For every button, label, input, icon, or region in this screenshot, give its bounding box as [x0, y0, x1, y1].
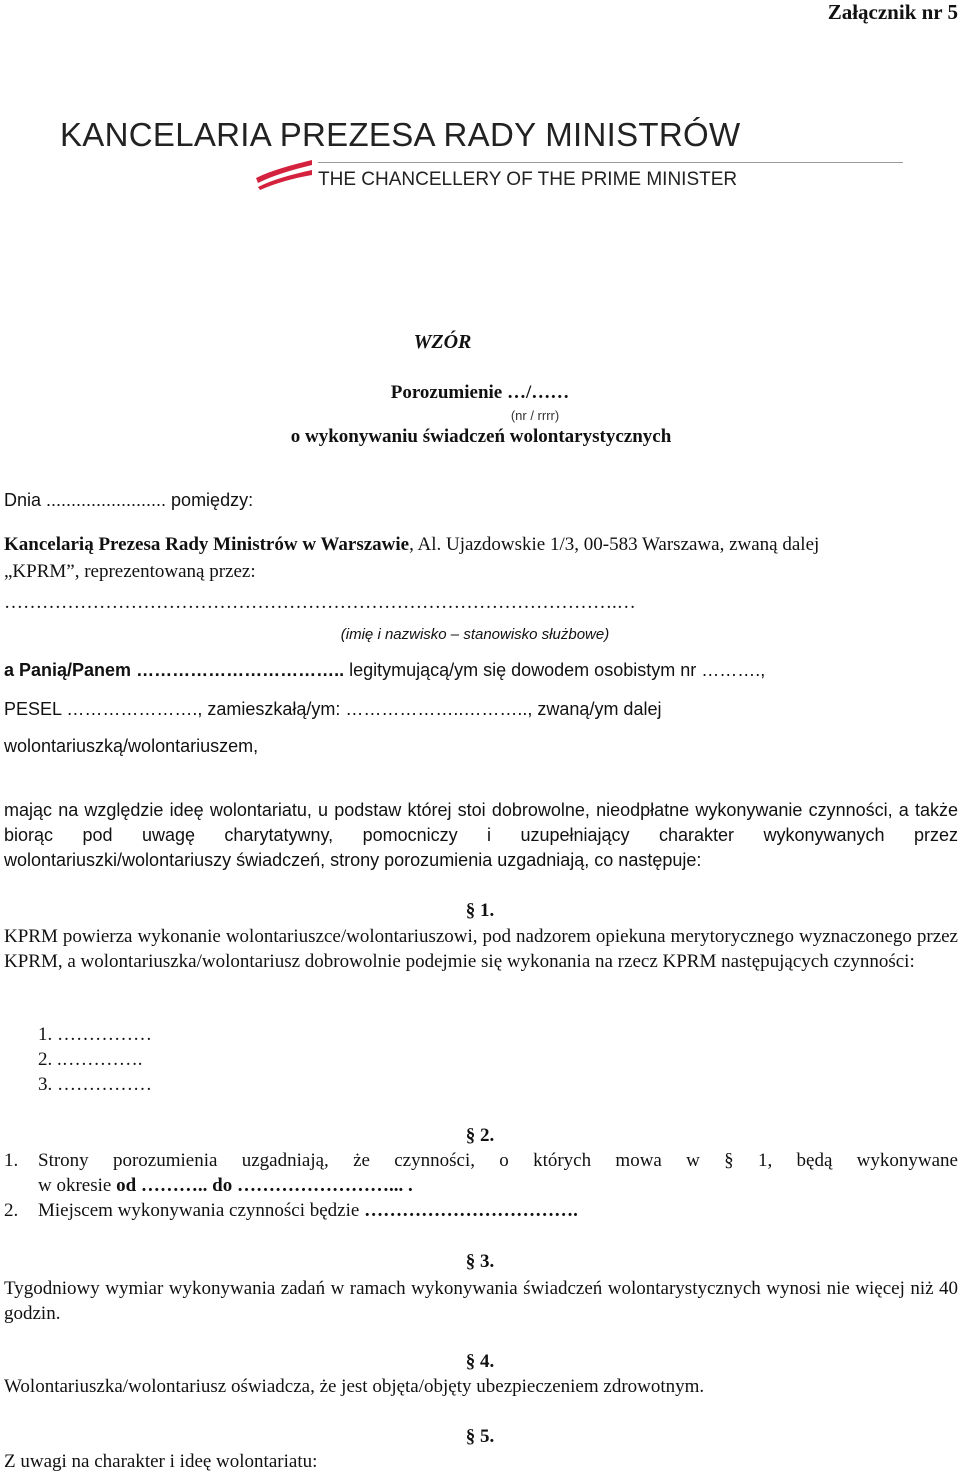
- representative-hint: (imię i nazwisko – stanowisko służbowe): [340, 626, 610, 643]
- section-4-marker: § 4.: [465, 1351, 495, 1372]
- volunteer-role-line: wolontariuszką/wolontariuszem,: [4, 736, 259, 756]
- representative-dots: …………………………………………………………………………………….…: [4, 592, 636, 613]
- attachment-label: Załącznik nr 5: [827, 0, 958, 24]
- template-label: WZÓR: [413, 331, 472, 353]
- logo-title: KANCELARIA PREZESA RADY MINISTRÓW: [60, 116, 741, 153]
- section-1-item: 1. ……………: [38, 1024, 152, 1045]
- place-dots: …………………………….: [364, 1200, 578, 1221]
- date-line: Dnia ........................ pomiędzy:: [4, 490, 254, 510]
- section-1-item: 2. .………….: [38, 1049, 143, 1070]
- section-2-item-2: [38, 1200, 578, 1222]
- document-title: Porozumienie …/……: [390, 382, 570, 403]
- period-range: od ……….. do ……………………... .: [116, 1175, 413, 1196]
- pesel-line: PESEL …………………., zamieszkałą/ym: ………………..……….., zwaną/ym dalej: [4, 699, 662, 719]
- section-1-text: KPRM powierza wykonanie wolontariuszce/wolontariuszowi, pod nadzorem opiekuna merytorycznego wyznaczonego przez KPRM, a wolontariuszka/wolontariusz dobrowolnie podejmie się wykonania na rzecz KPRM następujących czynności:: [4, 926, 958, 972]
- party-address: , Al. Ujazdowskie 1/3, 00-583 Warszawa, zwaną dalej: [409, 534, 820, 555]
- section-2-item-1-line2: [38, 1175, 413, 1197]
- section-1-item: 3. ……………: [38, 1074, 152, 1095]
- representative-line: „KPRM”, reprezentowaną przez:: [4, 561, 256, 582]
- section-3-marker: § 3.: [465, 1251, 495, 1272]
- document-subtitle: o wykonywaniu świadczeń wolontarystycznych: [290, 426, 672, 447]
- section-3-text: Tygodniowy wymiar wykonywania zadań w ramach wykonywania świadczeń wolontarystycznych wynosi nie więcej niż 40 godzin.: [4, 1278, 958, 1324]
- place-label: Miejscem wykonywania czynności będzie: [38, 1200, 365, 1221]
- section-4-text: Wolontariuszka/wolontariusz oświadcza, że jest objęta/objęty ubezpieczeniem zdrowotnym.: [4, 1376, 705, 1397]
- volunteer-name: a Panią/Panem ……………………………..: [4, 660, 345, 680]
- party-line: [4, 534, 819, 556]
- section-1-marker: § 1.: [465, 900, 495, 921]
- logo-subtitle: THE CHANCELLERY OF THE PRIME MINISTER: [318, 169, 738, 190]
- volunteer-line: [4, 660, 765, 681]
- section-5-text: Z uwagi na charakter i ideę wolontariatu:: [4, 1451, 318, 1472]
- flag-emblem-icon: [254, 156, 314, 190]
- section-2-item-1-line1: Strony porozumienia uzgadniają, że czynności, o których mowa w § 1, będą wykonywane: [38, 1150, 958, 1171]
- logo-rule: [318, 162, 903, 163]
- section-2-marker: § 2.: [465, 1125, 495, 1146]
- volunteer-id: legitymującą/ym się dowodem osobistym nr ……….,: [344, 660, 766, 680]
- section-2-item-number: 1.: [4, 1150, 19, 1171]
- preamble: mając na względzie ideę wolontariatu, u podstaw której stoi dobrowolne, nieodpłatne wykonywanie czynności, a także biorąc pod uwagę charytatywny, pomocniczy i uzupełniający charakter wykonywanych przez wolontariuszki/wolontariuszy świadczeń, strony porozumienia uzgadniają, co następuje:: [4, 800, 958, 870]
- section-5-marker: § 5.: [465, 1426, 495, 1447]
- section-2-item-number: 2.: [4, 1200, 19, 1221]
- period-label: w okresie: [38, 1175, 117, 1196]
- number-hint: (nr / rrrr): [510, 408, 560, 423]
- party-name: Kancelarią Prezesa Rady Ministrów w Warszawie: [4, 534, 410, 555]
